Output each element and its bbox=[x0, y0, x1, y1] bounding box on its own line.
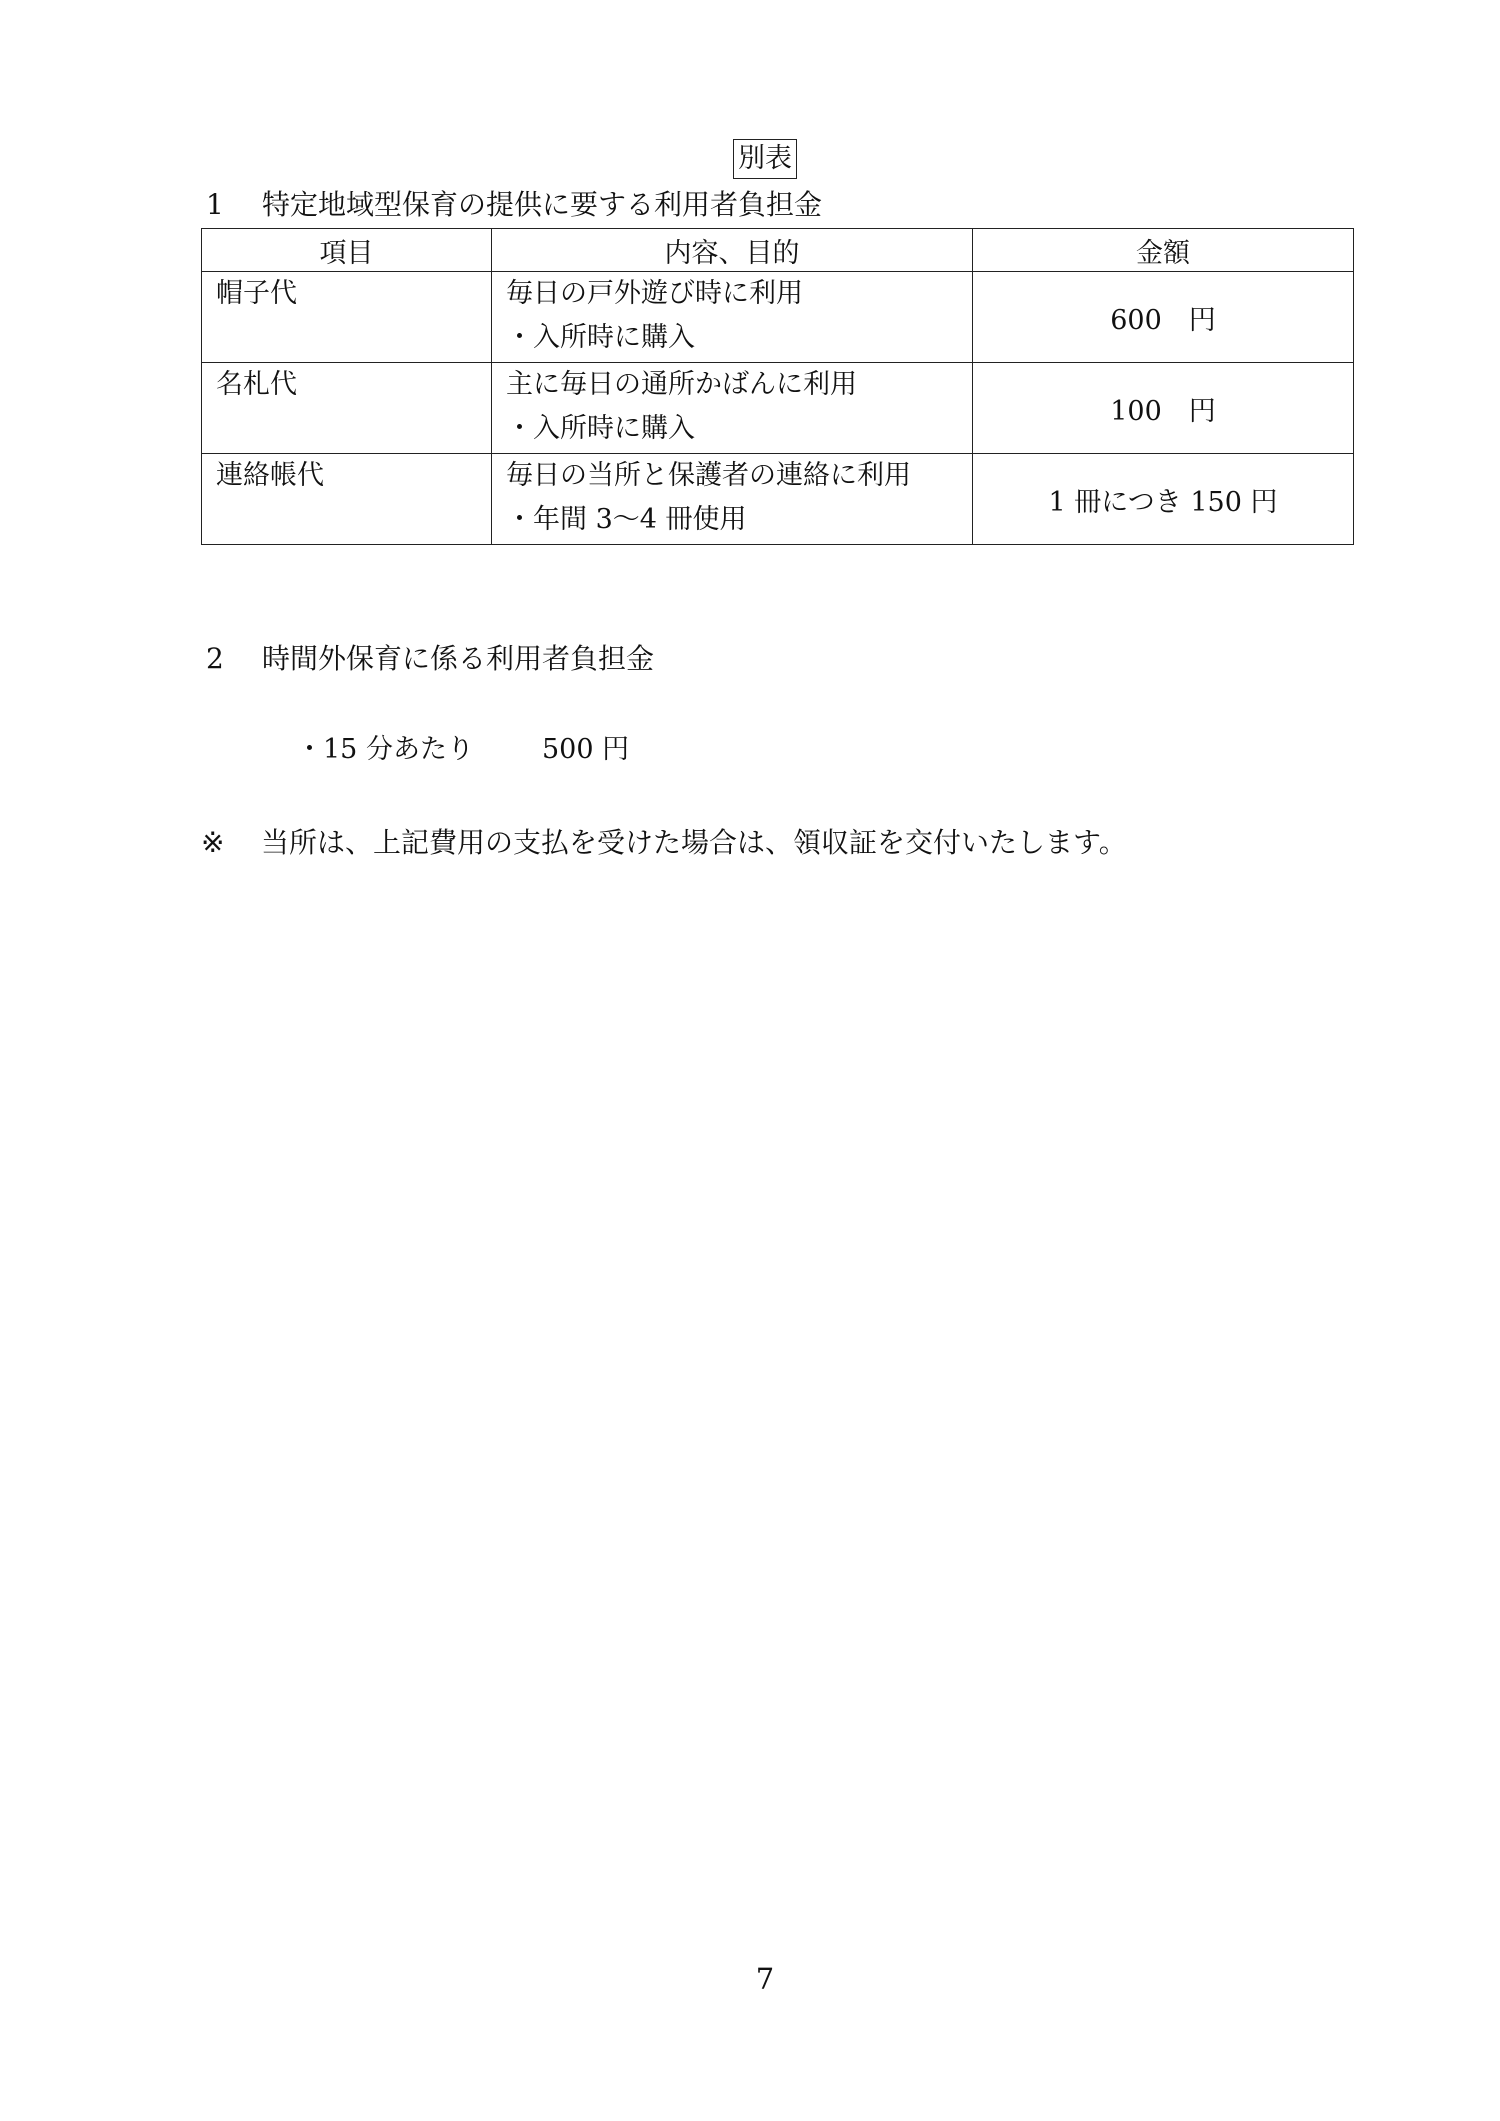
row-content-line: 毎日の戸外遊び時に利用 bbox=[506, 278, 803, 309]
section-2-heading bbox=[206, 642, 654, 676]
header-amount: 金額 bbox=[973, 229, 1354, 272]
page-number: 7 bbox=[755, 1962, 775, 1996]
row-item: 連絡帳代 bbox=[202, 454, 492, 545]
header-content: 内容、目的 bbox=[492, 229, 973, 272]
row-amount: 1 冊につき 150 円 bbox=[973, 454, 1354, 545]
table-row bbox=[202, 454, 1354, 545]
row-content-line: ・入所時に購入 bbox=[506, 413, 695, 444]
fee-table bbox=[201, 228, 1354, 545]
header-item: 項目 bbox=[202, 229, 492, 272]
row-amount: 100 円 bbox=[973, 363, 1354, 454]
row-content-line: 毎日の当所と保護者の連絡に利用 bbox=[506, 460, 911, 491]
note-mark: ※ bbox=[201, 826, 225, 859]
section-2-title: 時間外保育に係る利用者負担金 bbox=[262, 642, 655, 675]
section-1-title: 特定地域型保育の提供に要する利用者負担金 bbox=[262, 188, 823, 221]
row-content-line: 主に毎日の通所かばんに利用 bbox=[506, 369, 857, 400]
row-content bbox=[492, 454, 973, 545]
section-1-heading bbox=[206, 188, 822, 222]
row-amount: 600 円 bbox=[973, 272, 1354, 363]
table-row bbox=[202, 363, 1354, 454]
row-content-line: ・入所時に購入 bbox=[506, 322, 695, 353]
row-content-line: ・年間 3～4 冊使用 bbox=[506, 504, 747, 535]
receipt-note bbox=[201, 826, 1127, 860]
row-item: 名札代 bbox=[202, 363, 492, 454]
table-row bbox=[202, 272, 1354, 363]
row-content bbox=[492, 272, 973, 363]
section-1-number: 1 bbox=[206, 188, 224, 221]
row-item: 帽子代 bbox=[202, 272, 492, 363]
annex-label: 別表 bbox=[733, 139, 797, 179]
note-text: 当所は、上記費用の支払を受けた場合は、領収証を交付いたします。 bbox=[261, 826, 1127, 859]
rate-label: ・15 分あたり bbox=[296, 734, 474, 765]
overtime-rate bbox=[296, 733, 629, 767]
section-2-number: 2 bbox=[206, 642, 224, 675]
rate-amount: 500 円 bbox=[542, 734, 630, 765]
table-header-row bbox=[202, 229, 1354, 272]
row-content bbox=[492, 363, 973, 454]
